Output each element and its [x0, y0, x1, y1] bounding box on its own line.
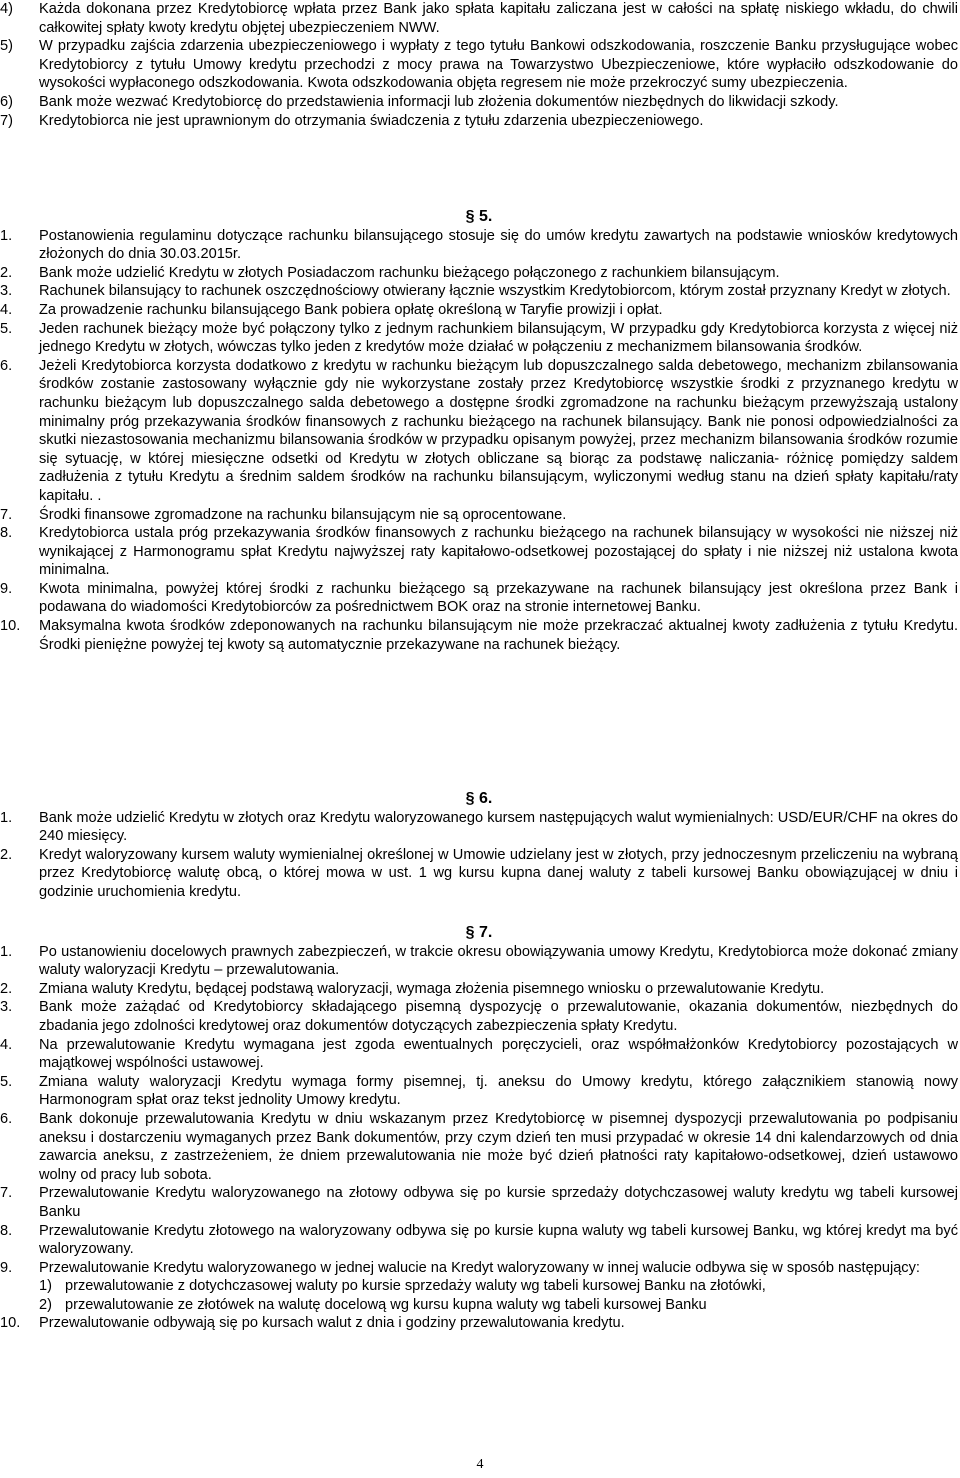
list-item [0, 524, 958, 580]
list-item [0, 320, 958, 357]
list-item [0, 1184, 958, 1221]
list-item [0, 1259, 958, 1315]
list-item [0, 1314, 958, 1333]
item-number: 7. [0, 506, 13, 523]
item-text: Maksymalna kwota środków zdeponowanych na rachunku bilansującym nie może przekraczać aktualnej kwoty zadłużenia z tytułu Kredytu. Środki pieniężne powyżej tej kwoty są automatycznie przekazywane na rachunek bieżący. [39, 618, 958, 653]
item-number: 9. [0, 1259, 13, 1276]
item-text: Każda dokonana przez Kredytobiorcę wpłata przez Bank jako spłata kapitału zaliczana jest w całości na spłatę niskiego wkładu, do chwili całkowitej spłaty kwoty kredytu objętej ubezpieczeniem NWW. [39, 1, 958, 36]
item-text: Jeżeli Kredytobiorca korzysta dodatkowo z kredytu w rachunku bieżącym lub dopuszczalnego salda debetowego, mechanizm zbilansowania środków zostanie zastosowany wyłącznie gdy nie wykorzystane zostały przez Kredytobiorcę wszystkie środki z przyznanego kredytu w rachunku bieżącym lub dopuszczalnego salda debetowego a dostępne środki zgromadzone na rachunku bieżącym przewyższają ustalony minimalny próg przekazywania środków finansowych z rachunku bieżącego na rachunek bilansujący. Bank nie ponosi odpowiedzialności za skutki niezastosowania mechanizmu bilansowania środków w przypadku opisanym powyżej, przez mechanizm bilansowania środków rozumie się sytuację, w której miesięczne odsetki od Kredytu w złotych obliczane są biorąc za podstawę naliczania- różnicę pomiędzy saldem zadłużenia z tytułu Kredytu a średnim saldem środków na rachunku bilansującym, wyliczonymi według stanu na dzień spłaty kapitału/raty kapitału. . [39, 357, 958, 504]
item-number: 5) [0, 38, 13, 55]
item-text: Bank może udzielić Kredytu w złotych Posiadaczom rachunku bieżącego połączonego z rachunkiem bilansującym. [39, 264, 780, 281]
sub-item-number: 1) [39, 1278, 52, 1295]
item-number: 2. [0, 846, 13, 863]
item-number: 6) [0, 93, 13, 110]
item-text: Środki finansowe zgromadzone na rachunku bilansującym nie są oprocentowane. [39, 506, 567, 523]
item-number: 10. [0, 618, 21, 635]
item-number: 8. [0, 1222, 13, 1239]
item-number: 5. [0, 320, 13, 337]
list-item [0, 980, 958, 999]
section-heading: § 5. [465, 208, 493, 225]
item-number: 3. [0, 283, 13, 300]
item-number: 8. [0, 525, 13, 542]
item-text: Zmiana waluty waloryzacji Kredytu wymaga formy pisemnej, tj. aneksu do Umowy kredytu, którego załącznikiem stanowią nowy Harmonogram spłat oraz tekst jednolity Umowy kredytu. [39, 1073, 958, 1109]
sub-item [39, 1277, 958, 1296]
item-text: Bank może zażądać od Kredytobiorcy składającego pisemną dyspozycję o przewalutowanie, okazania dokumentów, niezbędnych do zbadania jego zdolności kredytowej oraz dokumentów dotyczących zabezpieczenia spłaty Kredytu. [39, 999, 958, 1034]
item-text: Przewalutowanie odbywają się po kursach walut z dnia i godziny przewalutowania kredytu. [39, 1315, 625, 1332]
item-body [39, 1259, 958, 1315]
page-number: 4 [476, 1457, 484, 1472]
section-5 [0, 208, 958, 654]
item-text: Za prowadzenie rachunku bilansującego Bank pobiera opłatę określoną w Taryfie prowizji i opłat. [39, 301, 663, 318]
list-item [0, 809, 958, 846]
item-text: Kwota minimalna, powyżej której środki z rachunku bieżącego są przekazywane na rachunek bilansujący jest określona przez Bank i podawana do wiadomości Kredytobiorców za pośrednictwem BOK oraz na stronie internetowej Banku. [39, 580, 958, 616]
item-text: Rachunek bilansujący to rachunek oszczędnościowy otwierany łącznie wszystkim Kredytobiorcom, którym został przyznany Kredyt w złotych. [39, 283, 951, 300]
item-number: 9. [0, 580, 13, 597]
item-text: Kredytobiorca ustala próg przekazywania środków finansowych z rachunku bieżącego na rachunek bilansujący w wysokości nie niższej niż wynikającej z Harmonogramu spłat Kredytu najwyższej raty kapitałowo-odsetkowej pozostającej do spłaty i nie niższej niż ustalona kwota minimalna. [39, 525, 958, 579]
item-number: 1. [0, 227, 13, 244]
list-item [0, 580, 958, 617]
item-text: W przypadku zajścia zdarzenia ubezpieczeniowego i wypłaty z tego tytułu Bankowi odszkodowania, roszczenie Banku przysługujące wobec Kredytobiorcy z tytułu Umowy kredytu przechodzi z mocy prawa na Towarzystwo Ubezpieczeniowe, które wypłaciło odszkodowanie do wysokości wypłaconego odszkodowania. Kwota odszkodowania objęta regresem nie może przekroczyć sumy ubezpieczenia. [39, 38, 958, 92]
sub-item-text: przewalutowanie ze złotówek na walutę docelową wg kursu kupna waluty wg tabeli kursowej Banku [65, 1296, 707, 1313]
item-number: 5. [0, 1073, 13, 1090]
item-number: 2. [0, 980, 13, 997]
list-item [0, 282, 958, 301]
item-text: Po ustanowieniu docelowych prawnych zabezpieczeń, w trakcie okresu obowiązywania umowy Kredytu, Kredytobiorca może dokonać zmiany waluty waloryzacji Kredytu – przewalutowania. [39, 943, 958, 979]
list-item [0, 37, 958, 93]
section-heading: § 6. [465, 790, 493, 807]
list-item [0, 943, 958, 980]
list-item [0, 1110, 958, 1184]
item-text: Przewalutowanie Kredytu złotowego na waloryzowany odbywa się po kursie kupna waluty wg tabeli kursowej Banku, wg której kredyt ma być waloryzowany. [39, 1222, 958, 1258]
list-item [0, 93, 958, 112]
item-number: 7. [0, 1185, 13, 1202]
list-item [0, 1036, 958, 1073]
item-number: 3. [0, 999, 13, 1016]
section-7 [0, 924, 958, 1333]
item-number: 6. [0, 357, 13, 374]
list-item [0, 1222, 958, 1259]
sub-item-number: 2) [39, 1296, 52, 1313]
item-text: Bank może wezwać Kredytobiorcę do przedstawienia informacji lub złożenia dokumentów niezbędnych do likwidacji szkody. [39, 93, 839, 110]
item-number: 2. [0, 264, 13, 281]
item-number: 10. [0, 1315, 21, 1332]
item-text: Kredyt waloryzowany kursem waluty wymienialnej określonej w Umowie udzielany jest w złotych, przy jednoczesnym przeliczeniu na wybraną przez Kredytobiorcę walutę obcą, o której mowa w ust. 1 wg kursu kupna danej waluty z tabeli kursowej Banku obowiązującej w dniu i godzinie uruchomienia kredytu. [39, 846, 958, 900]
list-item [0, 301, 958, 320]
sub-item [39, 1296, 958, 1315]
list-item [0, 357, 958, 506]
sub-item-text: przewalutowanie z dotychczasowej waluty po kursie sprzedaży waluty wg tabeli kursowej Banku na złotówki, [65, 1278, 766, 1295]
item-number: 1. [0, 943, 13, 960]
item-text: Przewalutowanie Kredytu waloryzowanego na złotowy odbywa się po kursie sprzedaży dotychczasowej waluty kredytu wg tabeli kursowej Banku [39, 1185, 958, 1220]
list-item [0, 264, 958, 283]
list-item [0, 0, 958, 37]
item-text: Przewalutowanie Kredytu waloryzowanego w jednej walucie na Kredyt waloryzowany w innej walucie odbywa się w sposób następujący: [39, 1259, 920, 1276]
list-item [0, 112, 958, 131]
list-item [0, 846, 958, 902]
item-number: 4. [0, 1036, 13, 1053]
item-number: 1. [0, 809, 13, 826]
item-text: Postanowienia regulaminu dotyczące rachunku bilansującego stosuje się do umów kredytu zawartych na podstawie wniosków kredytowych złożonych do dnia 30.03.2015r. [39, 227, 958, 263]
list-item [0, 227, 958, 264]
top-list [0, 0, 958, 130]
list-item [0, 617, 958, 654]
section-6 [0, 790, 958, 902]
item-text: Na przewalutowanie Kredytu wymagana jest zgoda ewentualnych poręczycieli, oraz współmałżonków Kredytobiorcy pozostających w majątkowej wspólności ustawowej. [39, 1036, 958, 1072]
item-number: 4) [0, 1, 13, 17]
item-number: 6. [0, 1110, 13, 1127]
item-text: Bank dokonuje przewalutowania Kredytu w dniu wskazanym przez Kredytobiorcę w pisemnej dyspozycji przewalutowania po podpisaniu aneksu i dostarczeniu wymaganych przez Bank dokumentów, przy czym dzień ten musi przypadać w okresie 14 dni kalendarzowych od dnia zawarcia aneksu, z zastrzeżeniem, że dniem przewalutowania nie może być dzień płatności raty kapitałowo-odsetkowej, dzień ustawowo wolny od pracy lub sobota. [39, 1110, 958, 1183]
item-text: Kredytobiorca nie jest uprawnionym do otrzymania świadczenia z tytułu zdarzenia ubezpieczeniowego. [39, 112, 704, 129]
item-text: Jeden rachunek bieżący może być połączony tylko z jednym rachunkiem bilansującym, W przypadku gdy Kredytobiorca korzysta z więcej niż jednego Kredytu w złotych, wówczas tylko jeden z kredytów może działać w połączeniu z mechanizmem bilansowania środków. [39, 320, 958, 356]
section-heading: § 7. [465, 924, 493, 941]
list-item [0, 506, 958, 525]
item-number: 4. [0, 301, 13, 318]
item-text: Bank może udzielić Kredytu w złotych oraz Kredytu waloryzowanego kursem następujących walut wymienialnych: USD/EUR/CHF na okres do 240 miesięcy. [39, 809, 958, 845]
list-item [0, 1073, 958, 1110]
list-item [0, 998, 958, 1035]
item-number: 7) [0, 112, 13, 129]
item-text: Zmiana waluty Kredytu, będącej podstawą waloryzacji, wymaga złożenia pisemnego wniosku o przewalutowanie Kredytu. [39, 980, 825, 997]
